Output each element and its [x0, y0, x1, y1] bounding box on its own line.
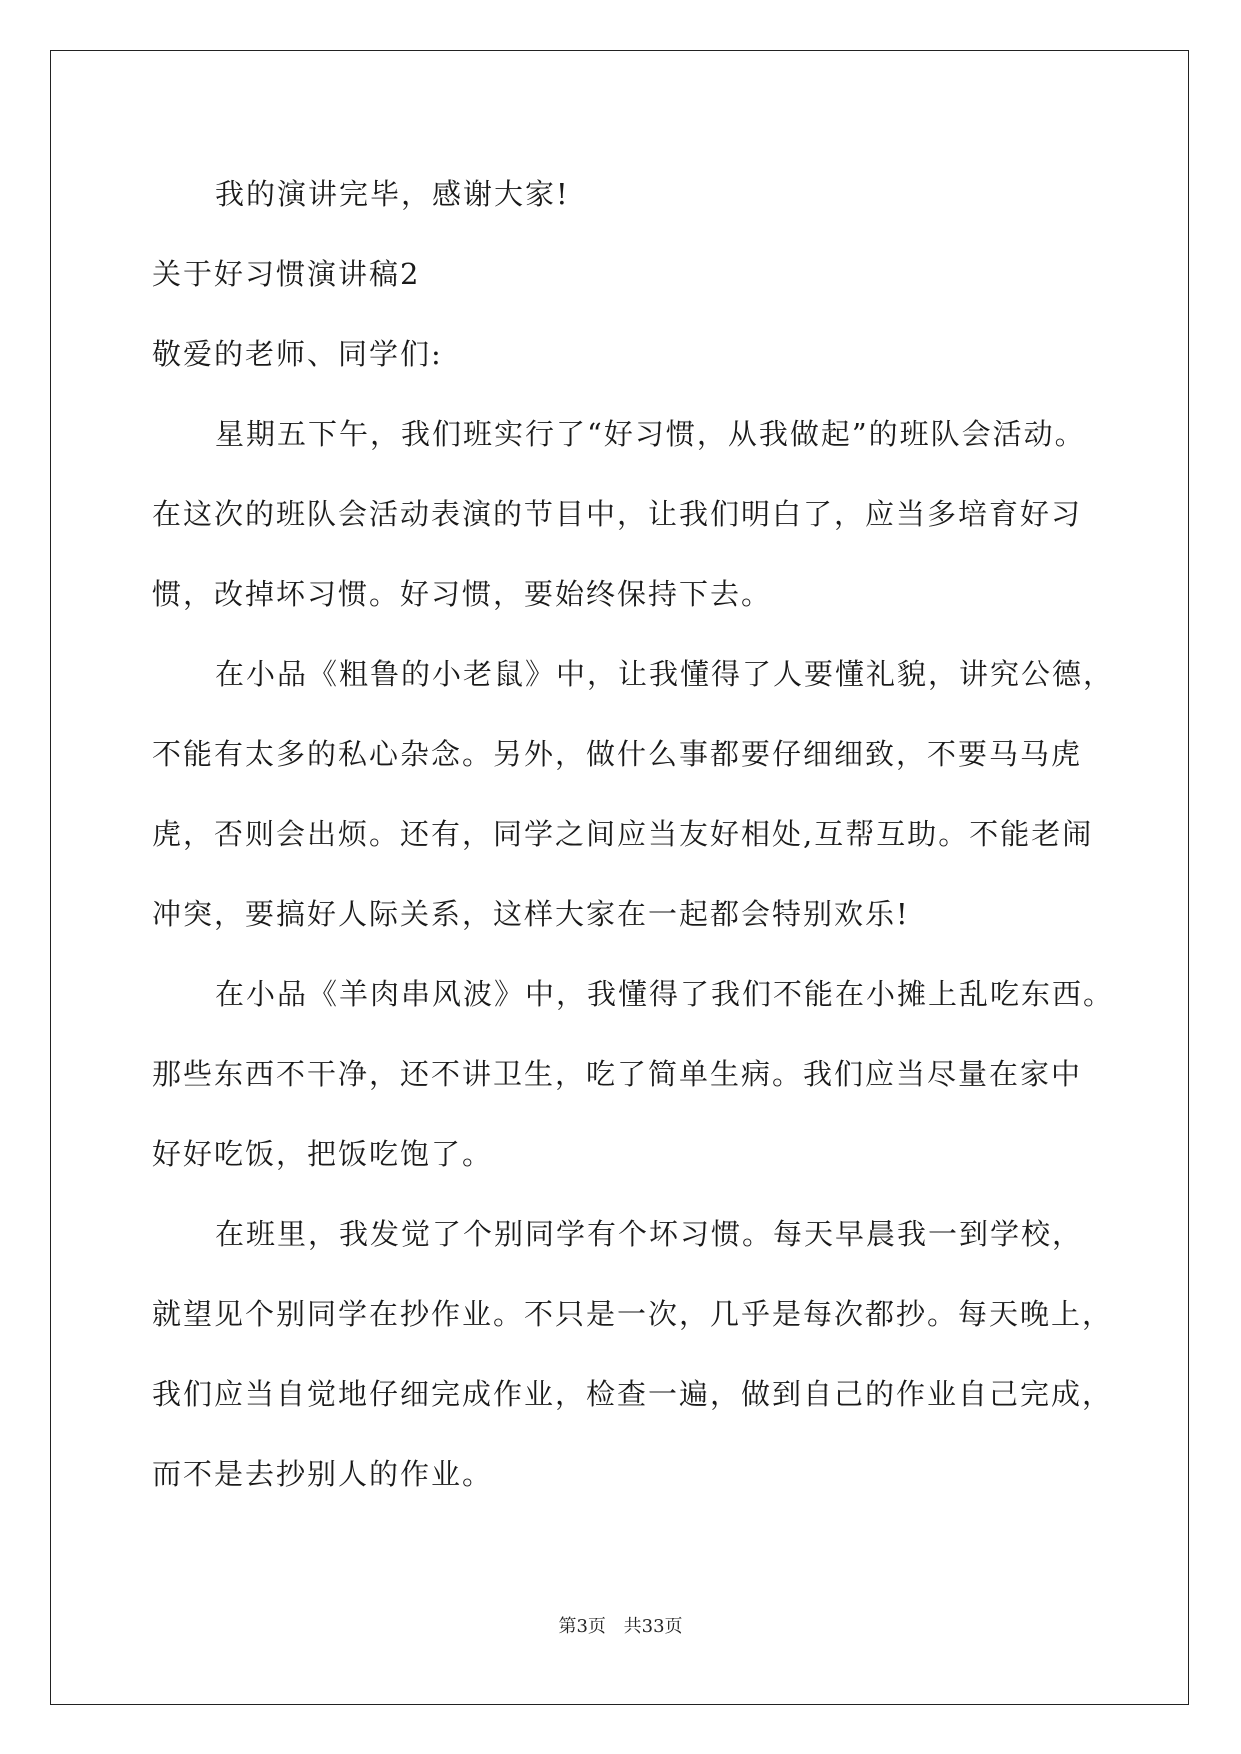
text-line: 虎，否则会出烦。还有，同学之间应当友好相处,互帮互助。不能老闹 [152, 817, 1094, 851]
page-footer [0, 1612, 1241, 1638]
text-line: 在班里，我发觉了个别同学有个坏习惯。每天早晨我一到学校， [215, 1217, 1084, 1251]
section-title: 关于好习惯演讲稿2 [152, 257, 421, 291]
text-line: 在这次的班队会活动表演的节目中，让我们明白了，应当多培育好习 [152, 497, 1083, 531]
text-line: 在小品《羊肉串风波》中，我懂得了我们不能在小摊上乱吃东西。 [215, 977, 1115, 1011]
text-line: 我的演讲完毕，感谢大家! [215, 177, 570, 211]
page-number: 第3页 [558, 1616, 606, 1637]
text-line: 惯，改掉坏习惯。好习惯，要始终保持下去。 [152, 577, 773, 611]
text-line: 星期五下午，我们班实行了“好习惯，从我做起”的班队会活动。 [215, 417, 1086, 451]
text-line: 而不是去抄别人的作业。 [152, 1457, 494, 1491]
text-line: 冲突，要搞好人际关系，这样大家在一起都会特别欢乐! [152, 897, 910, 931]
text-line: 那些东西不干净，还不讲卫生，吃了简单生病。我们应当尽量在家中 [152, 1057, 1083, 1091]
text-line: 我们应当自觉地仔细完成作业，检查一遍，做到自己的作业自己完成， [152, 1377, 1114, 1411]
text-line: 在小品《粗鲁的小老鼠》中，让我懂得了人要懂礼貌，讲究公德， [215, 657, 1115, 691]
page-total: 共33页 [623, 1616, 683, 1637]
text-line: 好好吃饭，把饭吃饱了。 [152, 1137, 494, 1171]
text-line: 就望见个别同学在抄作业。不只是一次，几乎是每次都抄。每天晚上， [152, 1297, 1114, 1331]
text-line: 不能有太多的私心杂念。另外，做什么事都要仔细细致，不要马马虎 [152, 737, 1083, 771]
salutation: 敬爱的老师、同学们: [152, 337, 443, 371]
